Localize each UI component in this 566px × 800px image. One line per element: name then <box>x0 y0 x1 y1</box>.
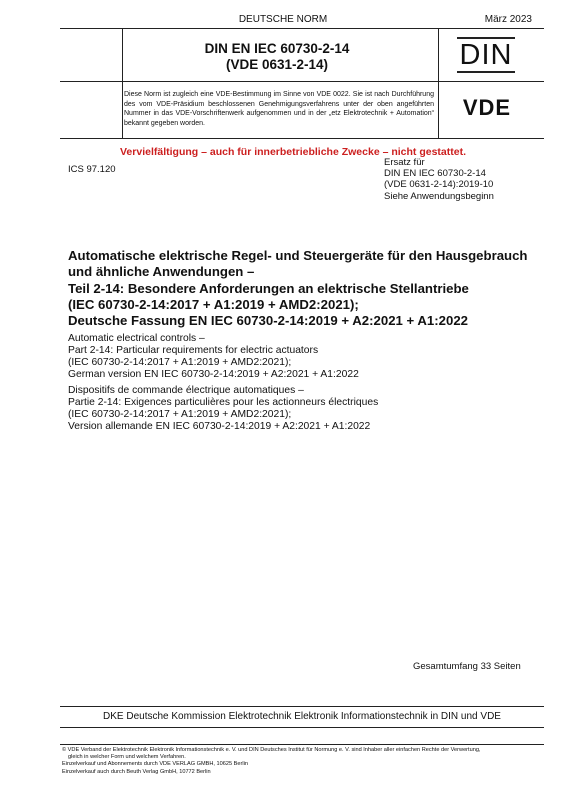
footer-line-1: © VDE Verband der Elektrotechnik Elektronik Informationstechnik e. V. und DIN Deutsches Institut für Normung e. V. sind Inhaber aller einfachen Rechte der Verwertung, <box>62 747 481 753</box>
divider-top <box>60 28 544 29</box>
footer-copyright <box>62 747 532 776</box>
title-french-line-2: Partie 2-14: Exigences particulières pour les actionneurs électriques <box>68 397 379 408</box>
din-logo-bottom-bar <box>457 71 515 73</box>
replacement-info <box>384 157 494 202</box>
replacement-line-3: (VDE 0631-2-14):2019-10 <box>384 179 494 191</box>
footer-divider <box>60 744 544 745</box>
title-english-line-2: Part 2-14: Particular requirements for electric actuators <box>68 345 319 356</box>
din-logo-text: DIN <box>459 39 513 71</box>
divider-right <box>438 28 439 138</box>
title-german <box>68 248 538 329</box>
divider-left <box>122 28 123 138</box>
dke-line: DKE Deutsche Kommission Elektrotechnik Elektronik Informationstechnik in DIN und VDE <box>103 711 501 722</box>
vde-number: (VDE 0631-2-14) <box>225 57 329 72</box>
replacement-line-2: DIN EN IEC 60730-2-14 <box>384 168 486 180</box>
document-type: DEUTSCHE NORM <box>238 14 328 25</box>
din-logo <box>453 37 519 73</box>
title-german-line-3: Teil 2-14: Besondere Anforderungen an elektrische Stellantriebe <box>68 280 469 296</box>
ics-code: ICS 97.120 <box>68 164 116 175</box>
total-pages: Gesamtumfang 33 Seiten <box>413 661 521 672</box>
title-german-line-1: Automatische elektrische Regel- und Steuergeräte für den Hausgebrauch <box>68 248 528 263</box>
title-french-line-4: Version allemande EN IEC 60730-2-14:2019 + A2:2021 + A1:2022 <box>68 421 371 432</box>
replacement-line-4: Siehe Anwendungsbeginn <box>384 190 494 202</box>
footer-line-4: Einzelverkauf auch durch Beuth Verlag GmbH, 10772 Berlin <box>62 768 211 775</box>
title-german-line-5: Deutsche Fassung EN IEC 60730-2-14:2019 + A2:2021 + A1:2022 <box>68 313 468 329</box>
title-english-line-1: Automatic electrical controls – <box>68 333 205 344</box>
vde-note: Diese Norm ist zugleich eine VDE-Bestimmung im Sinne von VDE 0022. Sie ist nach Durchführung des vom VDE-Präsidium beschlossenen Genehmigungsverfahrens unter der oben angeführten Nummer in das VDE-Vorschriftenwerk aufgenommen und in der „etz Elektrotechnik + Automation“ bekannt gegeben worden. <box>124 91 434 127</box>
vde-logo: VDE <box>462 95 512 120</box>
title-french <box>68 385 538 433</box>
publication-date: März 2023 <box>484 14 532 25</box>
title-english <box>68 333 538 381</box>
title-french-line-1: Dispositifs de commande électrique automatiques – <box>68 385 304 396</box>
dke-divider-top <box>60 706 544 707</box>
replacement-line-1: Ersatz für <box>384 157 425 168</box>
title-english-line-3: (IEC 60730-2-14:2017 + A1:2019 + AMD2:2021); <box>68 357 292 368</box>
dke-divider-bottom <box>60 727 544 728</box>
footer-line-2: gleich in welcher Form und welchem Verfahren. <box>68 754 186 761</box>
standard-number: DIN EN IEC 60730-2-14 <box>204 41 350 56</box>
title-french-line-3: (IEC 60730-2-14:2017 + A1:2019 + AMD2:2021); <box>68 409 292 420</box>
divider-bottom <box>60 138 544 139</box>
title-english-line-4: German version EN IEC 60730-2-14:2019 + A2:2021 + A1:2022 <box>68 369 359 380</box>
title-german-line-2: und ähnliche Anwendungen – <box>68 264 255 280</box>
title-german-line-4: (IEC 60730-2-14:2017 + A1:2019 + AMD2:2021); <box>68 296 359 312</box>
footer-line-3: Einzelverkauf und Abonnements durch VDE VERLAG GMBH, 10625 Berlin <box>62 761 248 768</box>
copy-warning: Vervielfältigung – auch für innerbetriebliche Zwecke – nicht gestattet. <box>120 146 467 158</box>
divider-mid <box>60 81 544 82</box>
standard-title <box>124 41 430 73</box>
